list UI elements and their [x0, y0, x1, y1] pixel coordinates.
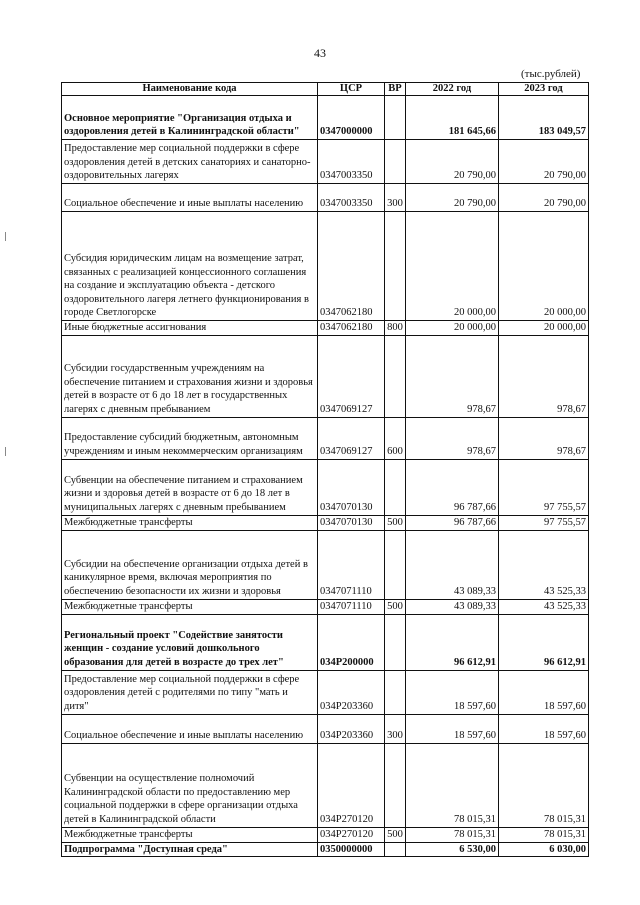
- row-vr: 300: [385, 714, 406, 743]
- table-row: [62, 212, 589, 321]
- table-row: [62, 184, 589, 212]
- row-name: Социальное обеспечение и иные выплаты населению: [62, 184, 318, 212]
- table-body: [62, 96, 589, 857]
- row-value-2023: 18 597,60: [499, 670, 589, 714]
- row-value-2023: 43 525,33: [499, 599, 589, 614]
- row-name: Межбюджетные трансферты: [62, 827, 318, 842]
- row-value-2022: 978,67: [406, 335, 499, 417]
- row-vr: [385, 335, 406, 417]
- table-row: [62, 743, 589, 827]
- row-value-2022: 6 530,00: [406, 842, 499, 857]
- row-csr: 0347069127: [318, 417, 385, 459]
- row-csr: 0347069127: [318, 335, 385, 417]
- row-value-2022: 96 787,66: [406, 515, 499, 530]
- row-value-2022: 20 790,00: [406, 184, 499, 212]
- row-value-2023: 978,67: [499, 417, 589, 459]
- row-vr: [385, 212, 406, 321]
- row-value-2022: 78 015,31: [406, 827, 499, 842]
- table-header-row: [62, 83, 589, 96]
- row-csr: 0347003350: [318, 140, 385, 184]
- row-csr: 0347062180: [318, 321, 385, 336]
- table-row: [62, 714, 589, 743]
- table-row: [62, 96, 589, 140]
- table-row: [62, 417, 589, 459]
- row-value-2023: 20 790,00: [499, 184, 589, 212]
- row-vr: [385, 459, 406, 515]
- row-value-2022: 20 000,00: [406, 212, 499, 321]
- row-value-2022: 43 089,33: [406, 530, 499, 599]
- row-name: Субсидии государственным учреждениям на обеспечение питанием и страхования жизни и здоровья детей в возрасте от 6 до 18 лет в государственных лагерях с дневным пребыванием: [62, 335, 318, 417]
- row-value-2022: 18 597,60: [406, 714, 499, 743]
- row-csr: 0347062180: [318, 212, 385, 321]
- scan-margin-mark: [5, 447, 9, 456]
- row-name: Подпрограмма "Доступная среда": [62, 842, 318, 857]
- header-2022: 2022 год: [406, 83, 499, 96]
- row-csr: 034P203360: [318, 714, 385, 743]
- row-name: Предоставление мер социальной поддержки в сфере оздоровления детей в детских санаториях и санаторно-оздоровительных лагерях: [62, 140, 318, 184]
- table-row: [62, 459, 589, 515]
- row-vr: 300: [385, 184, 406, 212]
- row-csr: 0350000000: [318, 842, 385, 857]
- row-value-2023: 96 612,91: [499, 614, 589, 670]
- units-label: (тыс.рублей): [521, 68, 581, 80]
- header-vr: ВР: [385, 83, 406, 96]
- row-vr: [385, 96, 406, 140]
- row-value-2023: 20 000,00: [499, 212, 589, 321]
- row-value-2023: 978,67: [499, 335, 589, 417]
- row-value-2023: 97 755,57: [499, 459, 589, 515]
- row-csr: 0347000000: [318, 96, 385, 140]
- row-value-2023: 183 049,57: [499, 96, 589, 140]
- row-value-2022: 96 612,91: [406, 614, 499, 670]
- row-value-2022: 18 597,60: [406, 670, 499, 714]
- page-number: 43: [314, 46, 326, 60]
- row-vr: [385, 842, 406, 857]
- header-name: Наименование кода: [62, 83, 318, 96]
- row-value-2023: 43 525,33: [499, 530, 589, 599]
- budget-table: [61, 82, 589, 857]
- row-csr: 0347070130: [318, 459, 385, 515]
- row-vr: 800: [385, 321, 406, 336]
- row-name: Субсидии на обеспечение организации отдыха детей в каникулярное время, включая мероприятия по обеспечению безопасности их жизни и здоровья: [62, 530, 318, 599]
- scan-margin-mark: [5, 232, 9, 241]
- row-value-2022: 20 790,00: [406, 140, 499, 184]
- row-value-2022: 78 015,31: [406, 743, 499, 827]
- row-csr: 0347071110: [318, 599, 385, 614]
- row-csr: 034P270120: [318, 827, 385, 842]
- row-name: Субвенции на обеспечение питанием и страхованием жизни и здоровья детей в возрасте от 6 до 18 лет в муниципальных лагерях с дневным пребыванием: [62, 459, 318, 515]
- row-value-2022: 181 645,66: [406, 96, 499, 140]
- row-name: Предоставление мер социальной поддержки в сфере оздоровления детей с родителями по типу "мать и дитя": [62, 670, 318, 714]
- row-name: Предоставление субсидий бюджетным, автономным учреждениям и иным некоммерческим организациям: [62, 417, 318, 459]
- row-name: Межбюджетные трансферты: [62, 515, 318, 530]
- table-row: [62, 321, 589, 336]
- row-value-2022: 96 787,66: [406, 459, 499, 515]
- row-csr: 0347071110: [318, 530, 385, 599]
- row-vr: [385, 614, 406, 670]
- row-name: Иные бюджетные ассигнования: [62, 321, 318, 336]
- row-csr: 034P270120: [318, 743, 385, 827]
- row-vr: 500: [385, 515, 406, 530]
- table-row: [62, 140, 589, 184]
- row-name: Социальное обеспечение и иные выплаты населению: [62, 714, 318, 743]
- row-vr: [385, 530, 406, 599]
- row-value-2023: 20 000,00: [499, 321, 589, 336]
- header-2023: 2023 год: [499, 83, 589, 96]
- row-name: Межбюджетные трансферты: [62, 599, 318, 614]
- table-row: [62, 530, 589, 599]
- table-row: [62, 827, 589, 842]
- row-name: Основное мероприятие "Организация отдыха и оздоровления детей в Калининградской области": [62, 96, 318, 140]
- row-value-2023: 78 015,31: [499, 743, 589, 827]
- row-name: Региональный проект "Содействие занятости женщин - создание условий дошкольного образования для детей в возрасте до трех лет": [62, 614, 318, 670]
- row-value-2023: 18 597,60: [499, 714, 589, 743]
- row-value-2022: 43 089,33: [406, 599, 499, 614]
- row-csr: 0347070130: [318, 515, 385, 530]
- row-vr: [385, 670, 406, 714]
- row-csr: 0347003350: [318, 184, 385, 212]
- row-csr: 034P203360: [318, 670, 385, 714]
- row-value-2023: 97 755,57: [499, 515, 589, 530]
- row-value-2023: 78 015,31: [499, 827, 589, 842]
- row-value-2022: 20 000,00: [406, 321, 499, 336]
- row-value-2023: 6 030,00: [499, 842, 589, 857]
- row-name: Субсидия юридическим лицам на возмещение затрат, связанных с реализацией концессионного соглашения на создание и эксплуатацию объекта - детского оздоровительного лагеря летнего функционирования в городе Светлогорске: [62, 212, 318, 321]
- row-csr: 034P200000: [318, 614, 385, 670]
- row-vr: [385, 743, 406, 827]
- table-row: [62, 335, 589, 417]
- row-vr: [385, 140, 406, 184]
- row-vr: 500: [385, 599, 406, 614]
- row-value-2023: 20 790,00: [499, 140, 589, 184]
- table-row: [62, 599, 589, 614]
- table-row: [62, 515, 589, 530]
- row-name: Субвенции на осуществление полномочий Калининградской области по предоставлению мер социальной поддержки в сфере организации отдыха детей в Калининградской области: [62, 743, 318, 827]
- table-row: [62, 842, 589, 857]
- table-row: [62, 614, 589, 670]
- table-row: [62, 670, 589, 714]
- row-value-2022: 978,67: [406, 417, 499, 459]
- row-vr: 600: [385, 417, 406, 459]
- header-csr: ЦСР: [318, 83, 385, 96]
- row-vr: 500: [385, 827, 406, 842]
